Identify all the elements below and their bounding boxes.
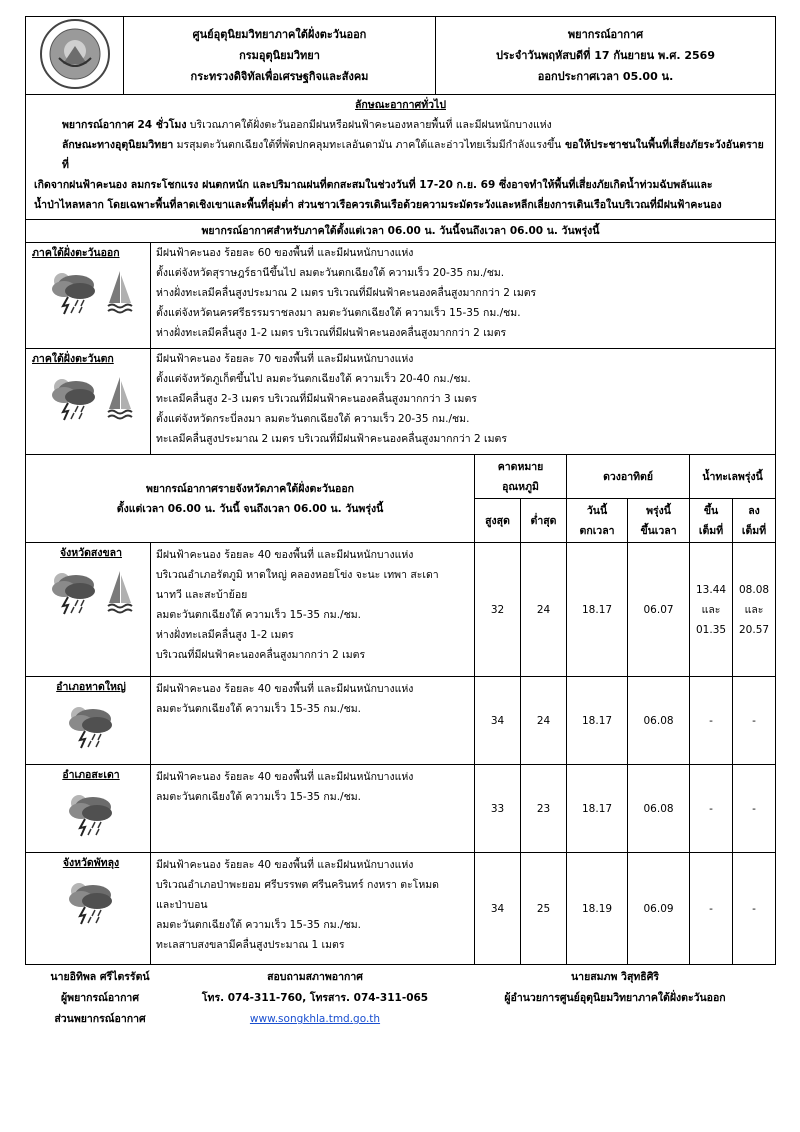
regional-heading: พยากรณ์อากาศสำหรับภาคใต้ตั้งแต่เวลา 06.00 น. วันนี้จนถึงเวลา 06.00 น. วันพรุ่งนี้ [26,220,776,243]
forecast-line: ตั้งแต่จังหวัดสุราษฎร์ธานีขึ้นไป ลมตะวันตกเฉียงใต้ ความเร็ว 20-35 กม./ชม. [156,267,505,279]
col-min: ต่ำสุด [521,499,567,543]
tide-low-2: 20.57 [739,623,770,636]
provincial-heading-line2: ตั้งแต่เวลา 06.00 น. วันนี้ จนถึงเวลา 06.00 น. วันพรุ่งนี้ [116,502,384,515]
title-cell [436,17,776,95]
forecast-line: มีฝนฟ้าคะนอง ร้อยละ 40 ของพื้นที่ และมีฝนหนักบางแห่ง [156,859,414,871]
col-sunrise-line1: พรุ่งนี้ [646,504,671,517]
forecast-line: มีฝนฟ้าคะนอง ร้อยละ 60 ของพื้นที่ และมีฝนหนักบางแห่ง [156,247,414,259]
col-tide-low-line2: เต็มที่ [741,524,767,537]
regional-table [25,94,776,455]
forecaster-name: นายอิทิพล ศรีไตรรัตน์ [50,971,150,983]
area-name: จังหวัดพัทลุง [62,857,120,869]
website-link[interactable]: www.songkhla.tmd.go.th [249,1013,381,1025]
tide-high-2: 01.35 [696,623,727,636]
area-icons [32,569,150,615]
temp-min: 23 [521,765,567,853]
thunderstorm-icon [48,269,100,315]
temp-min: 25 [521,853,567,965]
forecast-line: ห่างฝั่งทะเลมีคลื่นสูงประมาณ 2 เมตร บริเวณที่มีฝนฟ้าคะนองคลื่นสูงมากกว่า 2 เมตร [156,287,537,299]
logo-cell [26,17,124,95]
tide-high: - [690,853,733,965]
col-tide-high-line1: ขึ้น [703,504,719,517]
area-forecast [151,543,475,677]
provincial-table [25,454,776,965]
forecast-line: มีฝนฟ้าคะนอง ร้อยละ 40 ของพื้นที่ และมีฝนหนักบางแห่ง [156,771,414,783]
col-tide-high-line2: เต็มที่ [698,524,724,537]
header-table [25,16,776,95]
region-west-cell [26,349,151,455]
table-row [26,765,776,853]
forecast-line: ตั้งแต่จังหวัดกระบี่ลงมา ลมตะวันตกเฉียงใต้ ความเร็ว 20-35 กม./ชม. [156,413,470,425]
sunset-time: 18.17 [567,765,628,853]
tide-low-and: และ [744,603,764,616]
col-sunset-line2: ตกเวลา [579,524,615,537]
sunrise-time: 06.08 [628,677,690,765]
doc-title: พยากรณ์อากาศ [567,28,644,41]
area-forecast [151,765,475,853]
department-name: กรมอุตุนิยมวิทยา [239,49,320,62]
sunrise-time: 06.08 [628,765,690,853]
table-row [26,853,776,965]
thunderstorm-icon [65,879,117,925]
tide-high-1: 13.44 [696,583,727,596]
sailboat-wave-icon [106,269,134,315]
region-east-icons [32,269,150,315]
provincial-heading-line1: พยากรณ์อากาศรายจังหวัดภาคใต้ฝั่งตะวันออก [146,482,355,495]
forecast-line: บริเวณอำเภอรัตภูมิ หาดใหญ่ คลองหอยโข่ง จะนะ เทพา สะเดา [156,569,439,581]
temp-min: 24 [521,677,567,765]
forecast-line: ทะเลมีคลื่นสูง 2-3 เมตร บริเวณที่มีฝนฟ้าคะนองคลื่นสูงมากกว่า 3 เมตร [156,393,477,405]
col-max: สูงสุด [475,499,521,543]
sunset-time: 18.19 [567,853,628,965]
forecaster-dept: ส่วนพยากรณ์อากาศ [54,1013,146,1025]
general-meteo-lead: ลักษณะทางอุตุนิยมวิทยา [62,139,174,151]
general-warning-line3: น้ำป่าไหลหลาก โดยเฉพาะพื้นที่ลาดเชิงเขาและพื้นที่ลุ่มต่ำ ส่วนชาวเรือควรเดินเรือด้วยความระมัดระวังและหลีกเลี่ยงการเดินเรือในบริเวณที่มีฝนฟ้าคะนอง [34,199,722,211]
contact-phone: โทร. 074-311-760, โทรสาร. 074-311-065 [201,992,429,1004]
tide-low-1: 08.08 [739,583,770,596]
tide-low: - [733,765,776,853]
general-meteo-text: มรสุมตะวันตกเฉียงใต้ที่พัดปกคลุมทะเลอันดามัน ภาคใต้และอ่าวไทยเริ่มมีกำลังแรงขึ้น [173,139,562,151]
col-tide-low-line1: ลง [748,504,760,517]
forecast-line: มีฝนฟ้าคะนอง ร้อยละ 40 ของพื้นที่ และมีฝนหนักบางแห่ง [156,549,414,561]
col-sunrise [628,499,690,543]
temp-max: 34 [475,677,521,765]
director-title: ผู้อำนวยการศูนย์อุตุนิยมวิทยาภาคใต้ฝั่งตะวันออก [504,992,726,1004]
ministry-name: กระทรวงดิจิทัลเพื่อเศรษฐกิจและสังคม [190,70,369,83]
sailboat-wave-icon [106,375,134,421]
director-name: นายสมภพ วิสุทธิศิริ [571,971,659,983]
temp-max: 33 [475,765,521,853]
tide-high [690,543,733,677]
general-meteo-warning: ขอให้ประชาชนในพื้นที่เสี่ยงภัยระวังอันตรายที่ [62,139,764,171]
col-temperature [475,455,567,499]
temp-max: 34 [475,853,521,965]
footer-contact [175,967,455,1030]
forecast-line: ตั้งแต่จังหวัดภูเก็ตขึ้นไป ลมตะวันตกเฉียงใต้ ความเร็ว 20-40 กม./ชม. [156,373,471,385]
area-cell [26,853,151,965]
area-icons [32,791,150,837]
sunrise-time: 06.09 [628,853,690,965]
doc-date: ประจำวันพฤหัสบดีที่ 17 กันยายน พ.ศ. 2569 [496,49,715,62]
table-row [26,543,776,677]
tide-low: - [733,853,776,965]
org-cell [124,17,436,95]
forecaster-title: ผู้พยากรณ์อากาศ [61,992,139,1004]
general-warning-line2: เกิดจากฝนฟ้าคะนอง ลมกระโชกแรง ฝนตกหนัก และปริมาณฝนที่ตกสะสมในช่วงวันที่ 17-20 ก.ย. 69 ซึ่งอาจทำให้พื้นที่เสี่ยงภัยเกิดน้ำท่วมฉับพลันและ [34,179,713,191]
forecast-line: มีฝนฟ้าคะนอง ร้อยละ 40 ของพื้นที่ และมีฝนหนักบางแห่ง [156,683,414,695]
col-temperature-line2: อุณหภูมิ [502,480,539,493]
area-cell [26,543,151,677]
general-section [26,95,776,220]
forecast-line: ห่างฝั่งทะเลมีคลื่นสูง 1-2 เมตร [156,629,294,641]
temp-min: 24 [521,543,567,677]
footer-forecaster [25,967,175,1030]
thunderstorm-icon [48,375,100,421]
col-sunset-line1: วันนี้ [586,504,608,517]
footer [25,967,775,1030]
col-tide-low [733,499,776,543]
tide-low: - [733,677,776,765]
general-24h-lead: พยากรณ์อากาศ 24 ชั่วโมง [62,119,187,131]
thunderstorm-icon [48,569,100,615]
forecast-line: ลมตะวันตกเฉียงใต้ ความเร็ว 15-35 กม./ชม. [156,791,361,803]
area-name: จังหวัดสงขลา [60,547,122,559]
forecast-line: และป่าบอน [156,899,208,911]
region-east-forecast [151,243,776,349]
tmd-logo-icon [39,18,111,90]
footer-director [455,967,775,1030]
thunderstorm-icon [65,703,117,749]
forecast-line: บริเวณที่มีฝนฟ้าคะนองคลื่นสูงมากกว่า 2 เมตร [156,649,366,661]
forecast-line: ห่างฝั่งทะเลมีคลื่นสูง 1-2 เมตร บริเวณที่มีฝนฟ้าคะนองคลื่นสูงมากกว่า 2 เมตร [156,327,507,339]
forecast-line: ลมตะวันตกเฉียงใต้ ความเร็ว 15-35 กม./ชม. [156,609,361,621]
sunset-time: 18.17 [567,543,628,677]
tide-low [733,543,776,677]
provincial-heading [26,455,475,543]
thunderstorm-icon [65,791,117,837]
area-forecast [151,677,475,765]
sailboat-wave-icon [106,569,134,615]
contact-title: สอบถามสภาพอากาศ [267,971,363,983]
issue-time: ออกประกาศเวลา 05.00 น. [537,70,674,83]
tide-high: - [690,677,733,765]
col-tide-high [690,499,733,543]
temp-max: 32 [475,543,521,677]
area-icons [32,703,150,749]
sunset-time: 18.17 [567,677,628,765]
area-cell [26,765,151,853]
region-east-cell [26,243,151,349]
forecast-line: ตั้งแต่จังหวัดนครศรีธรรมราชลงมา ลมตะวันตกเฉียงใต้ ความเร็ว 15-35 กม./ชม. [156,307,521,319]
tide-high: - [690,765,733,853]
general-heading: ลักษณะอากาศทั่วไป [355,99,446,111]
forecast-line: ลมตะวันตกเฉียงใต้ ความเร็ว 15-35 กม./ชม. [156,919,361,931]
region-east-name: ภาคใต้ฝั่งตะวันออก [32,247,120,259]
area-forecast [151,853,475,965]
area-cell [26,677,151,765]
forecast-line: นาทวี และสะบ้าย้อย [156,589,248,601]
org-name: ศูนย์อุตุนิยมวิทยาภาคใต้ฝั่งตะวันออก [192,28,367,41]
forecast-line: ทะเลสาบสงขลามีคลื่นสูงประมาณ 1 เมตร [156,939,345,951]
region-west-forecast [151,349,776,455]
tide-high-and: และ [701,603,721,616]
forecast-line: ทะเลมีคลื่นสูงประมาณ 2 เมตร บริเวณที่มีฝนฟ้าคะนองคลื่นสูงมากกว่า 2 เมตร [156,433,507,445]
col-sunrise-line2: ขึ้นเวลา [640,524,677,537]
general-meteo [34,135,767,175]
general-24h-text: บริเวณภาคใต้ฝั่งตะวันออกมีฝนหรือฝนฟ้าคะนองหลายพื้นที่ และมีฝนหนักบางแห่ง [186,119,552,131]
col-sun: ดวงอาทิตย์ [567,455,690,499]
table-row [26,677,776,765]
col-sunset [567,499,628,543]
col-temperature-line1: คาดหมาย [497,460,544,473]
forecast-line: ลมตะวันตกเฉียงใต้ ความเร็ว 15-35 กม./ชม. [156,703,361,715]
area-name: อำเภอหาดใหญ่ [56,681,126,693]
sunrise-time: 06.07 [628,543,690,677]
col-tide: น้ำทะเลพรุ่งนี้ [690,455,776,499]
forecast-line: บริเวณอำเภอป่าพะยอม ศรีบรรพต ศรีนครินทร์ กงหรา ตะโหมด [156,879,439,891]
area-name: อำเภอสะเดา [62,769,120,781]
area-icons [32,879,150,925]
forecast-line: มีฝนฟ้าคะนอง ร้อยละ 70 ของพื้นที่ และมีฝนหนักบางแห่ง [156,353,414,365]
general-24h [34,115,767,135]
region-west-name: ภาคใต้ฝั่งตะวันตก [32,353,114,365]
region-west-icons [32,375,150,421]
